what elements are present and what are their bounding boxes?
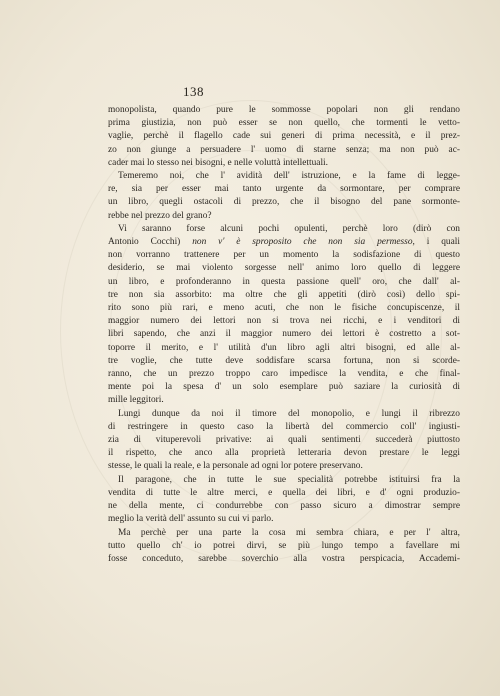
paragraph-6 [108, 527, 460, 567]
text-line: Antonio Cocchi) non v' è sproposito che non sia permesso, i quali [108, 237, 460, 248]
text-line: vendita di tutte le altre merci, e quella dei libri, e d' ogni produzio- [108, 487, 460, 498]
paragraph-4 [108, 408, 460, 474]
text-line: tre voglie, che tutte deve soddisfare scarsa fortuna, non si scorde- [108, 355, 460, 366]
text-line: toporre il merito, e l' utilità d'un libro agli altri bisogni, ed alle al- [108, 342, 460, 353]
text-line: monopolista, quando pure le sommosse popolari non gli rendano [108, 105, 460, 115]
paragraph-2 [108, 170, 460, 223]
text-line: libri sapendo, che anzi il maggior numero dei lettori è costretto a sot- [108, 329, 460, 340]
page-number: 138 [183, 84, 204, 99]
text-line: rito sono più rari, e meno acuti, che non le fisiche concupiscenze, il [108, 303, 460, 314]
text-line: Lungi dunque da noi il timore del monopolio, e lungi il ribrezzo [118, 408, 460, 419]
text-line: Vi saranno forse alcuni pochi opulenti, perchè loro (dirò con [118, 223, 460, 234]
text-line: un libro, e profonderanno in questa passione quell' oro, che dall' al- [108, 276, 460, 287]
text-line: cader mai lo stesso nei bisogni, e nelle voluttà intellettuali. [108, 157, 328, 168]
text-line: Ma perchè per una parte la cosa mi sembra chiara, e per l' altra, [118, 527, 460, 538]
text-line: di restringere in questo caso la libertà del commercio coll' ingiusti- [108, 421, 460, 432]
text-line: rebbe nel prezzo del grano? [108, 210, 212, 221]
paragraph-1 [108, 104, 460, 170]
text-line: desiderio, se mai violento sorgesse nell' animo loro quello di leggere [108, 263, 460, 274]
text-line: tre non sia assorbito: ma oltre che gli appetiti (dirò così) dello spi- [108, 289, 460, 300]
text-line: mente poi la spesa d' un solo esemplare può saziare la curiosità di [108, 382, 460, 393]
text-line: ne della mente, ci condurrebbe con passo sicuro a dimostrar sempre [108, 501, 460, 512]
text-line: zo non giunge a persuadere l' uomo di starne senza; ma non può ac- [108, 144, 460, 155]
text-line: maggior numero dei lettori non si trova nei ricchi, e i venditori di [108, 316, 460, 327]
text-line: il rispetto, che anco alla proprietà letteraria devon prestare le leggi [108, 448, 460, 459]
text-line: Temeremo noi, che l' avidità dell' istruzione, e la fame di legge- [118, 171, 460, 182]
text-line: ranno, che un prezzo troppo caro impedisce la vendita, e che final- [108, 369, 460, 380]
text-line: Il paragone, che in tutte le sue specialità potrebbe istituirsi fra la [118, 474, 460, 485]
text-line: fosse conceduto, sarebbe soverchio alla vostra perspicacia, Accademi- [108, 553, 460, 564]
text-line: non vorranno trattenere per un momento la sodisfazione di questo [108, 250, 460, 261]
text-line: vaglie, perchè il flagello cade sui generi di prima necessità, e il prez- [108, 131, 460, 142]
text-line: tutto quello ch' io potrei dirvi, se più lungo tempo a favellare mi [108, 540, 460, 551]
text-line: re, sia per esser mai tanto urgente da sormontare, per comprare [108, 184, 460, 195]
text-line: zia di vituperevoli privative: ai quali sentimenti succederà piuttosto [108, 435, 460, 446]
paragraph-5 [108, 474, 460, 527]
text-line: meglio la verità dell' assunto su cui vi parlo. [108, 514, 274, 525]
text-line: mille leggitori. [108, 395, 164, 406]
body-text [108, 104, 460, 566]
paragraph-3 [108, 223, 460, 408]
text-line: prima giustizia, non può esser se non quello, che tormenti le vetto- [108, 118, 460, 129]
text-line: un libro, quegli ostacoli di prezzo, che il bisogno del pane sormonte- [108, 197, 460, 208]
text-line: stesse, le quali la reale, e la personale ad ogni lor potere preservano. [108, 461, 363, 472]
